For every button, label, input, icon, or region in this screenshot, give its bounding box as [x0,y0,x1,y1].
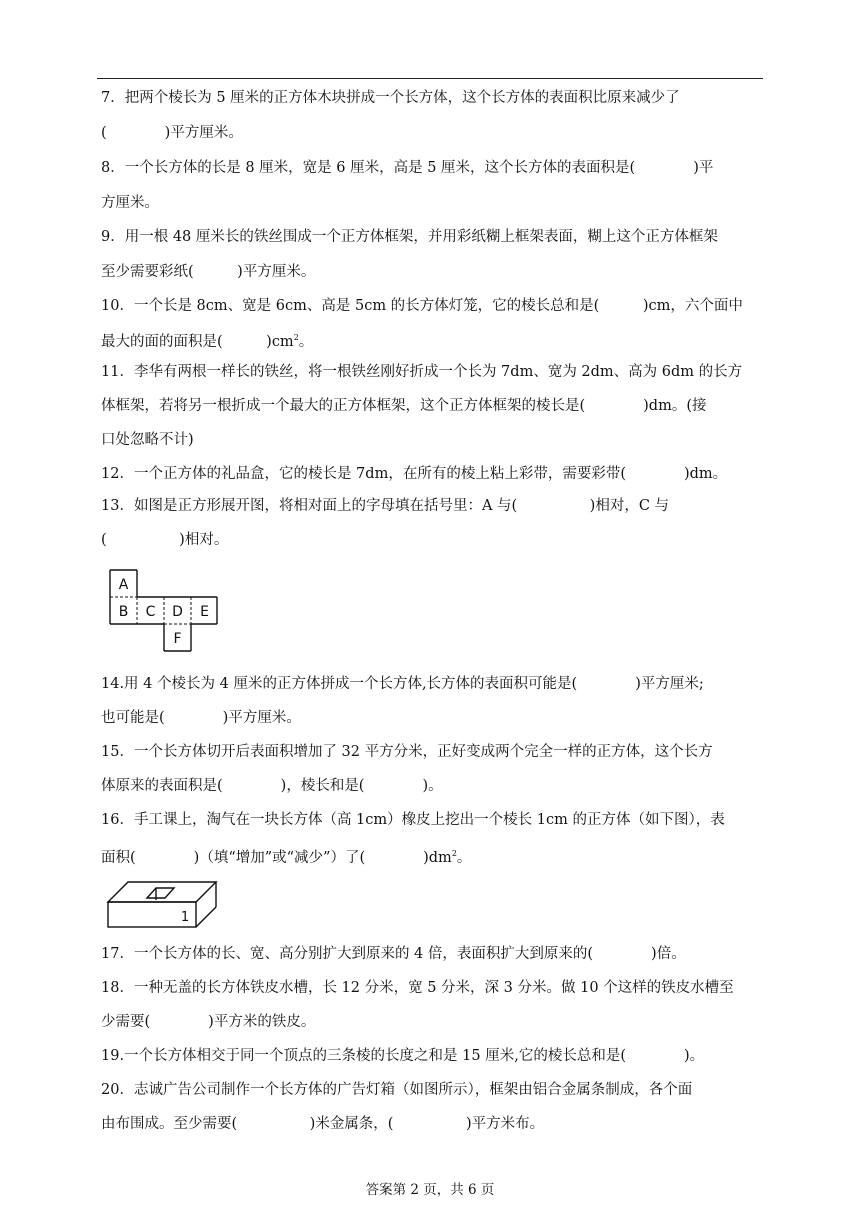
q20-line-1: 20．志诚广告公司制作一个长方体的广告灯箱（如图所示），框架由铝合金属条制成，各个面 [101,1082,693,1098]
net-label-a: A [118,577,129,593]
q17-line: 17．一个长方体的长、宽、高分别扩大到原来的 4 倍，表面积扩大到原来的( )倍。 [101,946,686,962]
net-label-f: F [173,631,182,647]
q15-line-1: 15．一个长方体切开后表面积增加了 32 平方分米，正好变成两个完全一样的正方体，这个长方 [101,744,713,760]
net-label-d: D [172,604,183,620]
q15-line-2: 体原来的表面积是( )，棱长和是( )。 [101,778,443,794]
q16-line-1: 16．手工课上，淘气在一块长方体（高 1cm）橡皮上挖出一个棱长 1cm 的正方体（如下图），表 [101,812,725,828]
net-label-e: E [200,604,209,620]
q16-superscript: 2 [451,849,457,858]
page-footer: 答案第 2 页，共 6 页 [365,1182,495,1198]
q18-line-1: 18．一种无盖的长方体铁皮水槽，长 12 分米，宽 5 分米，深 3 分米。做 10 个这样的铁皮水槽至 [101,980,734,996]
q14-line-1: 14.用 4 个棱长为 4 厘米的正方体拼成一个长方体,长方体的表面积可能是( )平方厘米; [101,676,704,692]
q14-line-2: 也可能是( )平方厘米。 [101,710,301,726]
q10-line-1: 10．一个长是 8cm、宽是 6cm、高是 5cm 的长方体灯笼，它的棱长总和是( )cm，六个面中 [101,298,743,314]
q10-superscript: 2 [293,333,299,342]
q16-line-2-tail: 。 [456,850,472,866]
net-label-c: C [145,604,156,620]
q10-line-2 [101,328,766,352]
q11-line-1: 11．李华有两根一样长的铁丝，将一根铁丝刚好折成一个长为 7dm、宽为 2dm、高为 6dm 的长方 [101,364,743,380]
q18-line-2: 少需要( )平方米的铁皮。 [101,1014,316,1030]
q19-line: 19.一个长方体相交于同一个顶点的三条棱的长度之和是 15 厘米,它的棱长总和是( )。 [101,1048,705,1064]
q8-line-1: 8．一个长方体的长是 8 厘米，宽是 6 厘米，高是 5 厘米，这个长方体的表面积是( )平 [101,160,714,176]
q9-line-1: 9．用一根 48 厘米长的铁丝围成一个正方体框架，并用彩纸糊上框架表面，糊上这个正方体框架 [101,229,718,245]
q11-line-2: 体框架，若将另一根折成一个最大的正方体框架，这个正方体框架的棱长是( )dm。(接 [101,398,707,414]
q16-line-2 [101,844,766,868]
q11-line-3: 口处忽略不计) [101,432,194,448]
q7-line-2: ( )平方厘米。 [101,125,243,141]
eraser-edge-label: 1 [180,910,190,925]
q16-line-2-text: 面积( )（填“增加”或“减少”）了( )dm [101,850,452,866]
header-rule [97,78,763,79]
q13-line-2: ( )相对。 [101,532,229,548]
q13-line-1: 13．如图是正方形展开图，将相对面上的字母填在括号里：A 与( )相对，C 与 [101,498,670,514]
cube-net-figure [100,565,225,655]
q12-line: 12．一个正方体的礼品盒，它的棱长是 7dm，在所有的棱上粘上彩带，需要彩带( )dm。 [101,466,728,482]
q9-line-2: 至少需要彩纸( )平方厘米。 [101,264,316,280]
q20-line-2: 由布围成。至少需要( )米金属条，( )平方米布。 [101,1116,545,1132]
q10-line-2-text: 最大的面的面积是( )cm [101,334,294,350]
q7-line-1: 7．把两个棱长为 5 厘米的正方体木块拼成一个长方体，这个长方体的表面积比原来减少了 [101,90,680,106]
q8-line-2: 方厘米。 [101,195,159,211]
eraser-figure [100,876,225,931]
net-label-b: B [118,604,129,620]
q10-line-2-tail: 。 [298,334,314,350]
